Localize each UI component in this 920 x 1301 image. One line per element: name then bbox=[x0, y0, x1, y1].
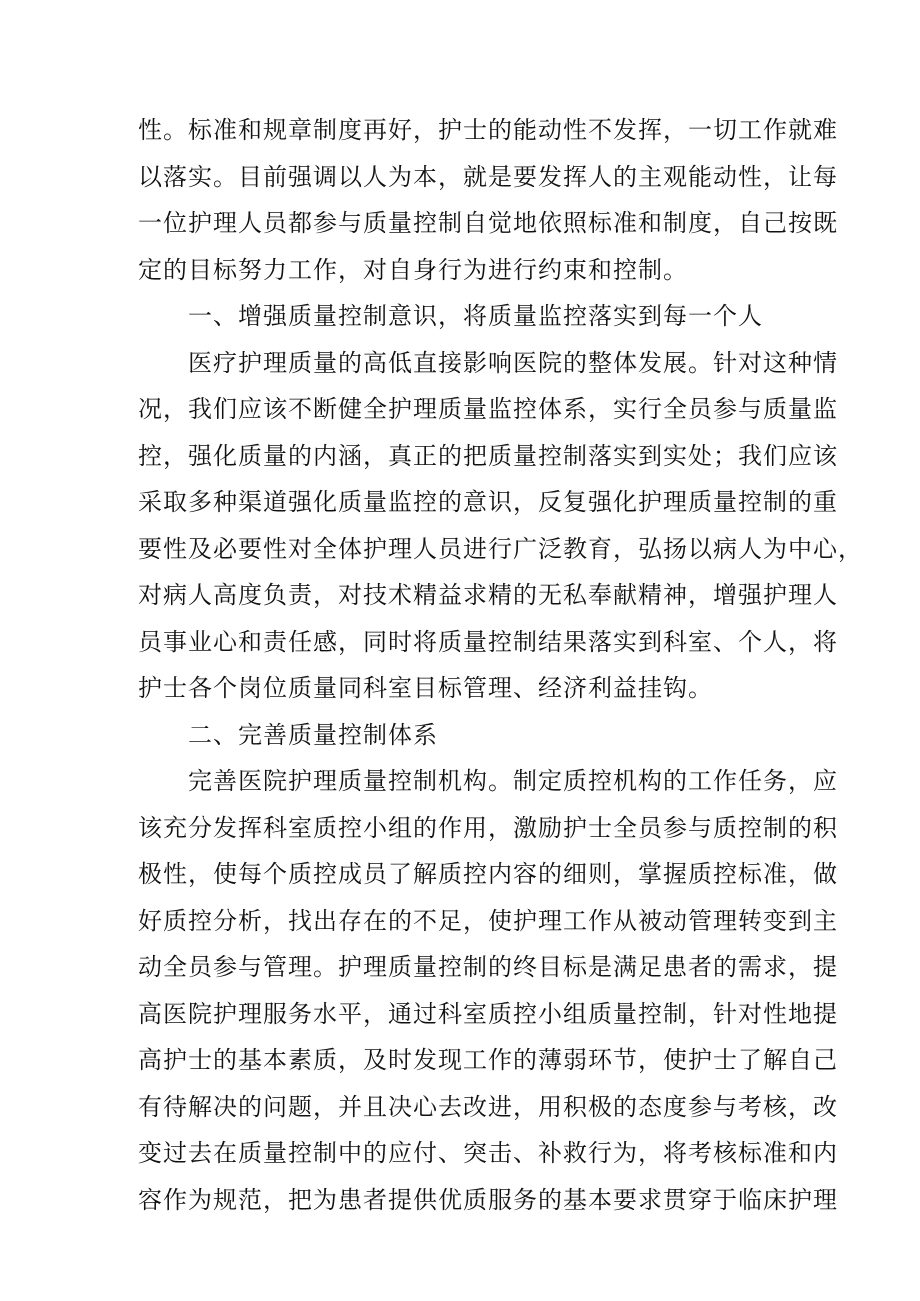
text-line: 员事业心和责任感，同时将质量控制结果落实到科室、个人，将 bbox=[138, 627, 838, 656]
text-line: 况，我们应该不断健全护理质量监控体系，实行全员参与质量监 bbox=[138, 395, 838, 423]
text-line: 以落实。目前强调以人为本，就是要发挥人的主观能动性，让每 bbox=[138, 162, 838, 191]
section-heading-2: 二、完善质量控制体系 bbox=[188, 720, 438, 749]
text-line: 极性，使每个质控成员了解质控内容的细则，掌握质控标准，做 bbox=[138, 860, 838, 888]
text-line: 完善医院护理质量控制机构。制定质控机构的工作任务，应 bbox=[188, 767, 838, 795]
text-line: 动全员参与管理。护理质量控制的终目标是满足患者的需求，提 bbox=[138, 953, 838, 981]
document-body bbox=[138, 107, 863, 1223]
text-line: 要性及必要性对全体护理人员进行广泛教育，弘扬以病人为中心， bbox=[138, 534, 863, 563]
text-line: 对病人高度负责，对技术精益求精的无私奉献精神，增强护理人 bbox=[138, 581, 838, 609]
text-line: 容作为规范，把为患者提供优质服务的基本要求贯穿于临床护理 bbox=[138, 1185, 838, 1214]
text-line: 医疗护理质量的高低直接影响医院的整体发展。针对这种情 bbox=[188, 348, 838, 377]
section-heading-1: 一、增强质量控制意识，将质量监控落实到每一个人 bbox=[188, 302, 763, 330]
text-line: 该充分发挥科室质控小组的作用，激励护士全员参与质控制的积 bbox=[138, 813, 838, 842]
text-line: 高护士的基本素质，及时发现工作的薄弱环节，使护士了解自己 bbox=[138, 1046, 838, 1074]
text-line: 好质控分析，找出存在的不足，使护理工作从被动管理转变到主 bbox=[138, 906, 838, 935]
text-line: 控，强化质量的内涵，真正的把质量控制落实到实处；我们应该 bbox=[138, 441, 838, 470]
text-line: 性。标准和规章制度再好，护士的能动性不发挥，一切工作就难 bbox=[138, 116, 838, 144]
text-line: 一位护理人员都参与质量控制自觉地依照标准和制度，自己按既 bbox=[138, 209, 838, 237]
text-line: 高医院护理服务水平，通过科室质控小组质量控制，针对性地提 bbox=[138, 999, 838, 1028]
text-line: 有待解决的问题，并且决心去改进，用积极的态度参与考核，改 bbox=[138, 1092, 838, 1121]
text-line: 护士各个岗位质量同科室目标管理、经济利益挂钩。 bbox=[138, 674, 713, 702]
text-line: 变过去在质量控制中的应付、突击、补救行为，将考核标准和内 bbox=[138, 1139, 838, 1167]
text-line: 定的目标努力工作，对自身行为进行约束和控制。 bbox=[138, 255, 688, 284]
text-line: 采取多种渠道强化质量监控的意识，反复强化护理质量控制的重 bbox=[138, 488, 838, 516]
